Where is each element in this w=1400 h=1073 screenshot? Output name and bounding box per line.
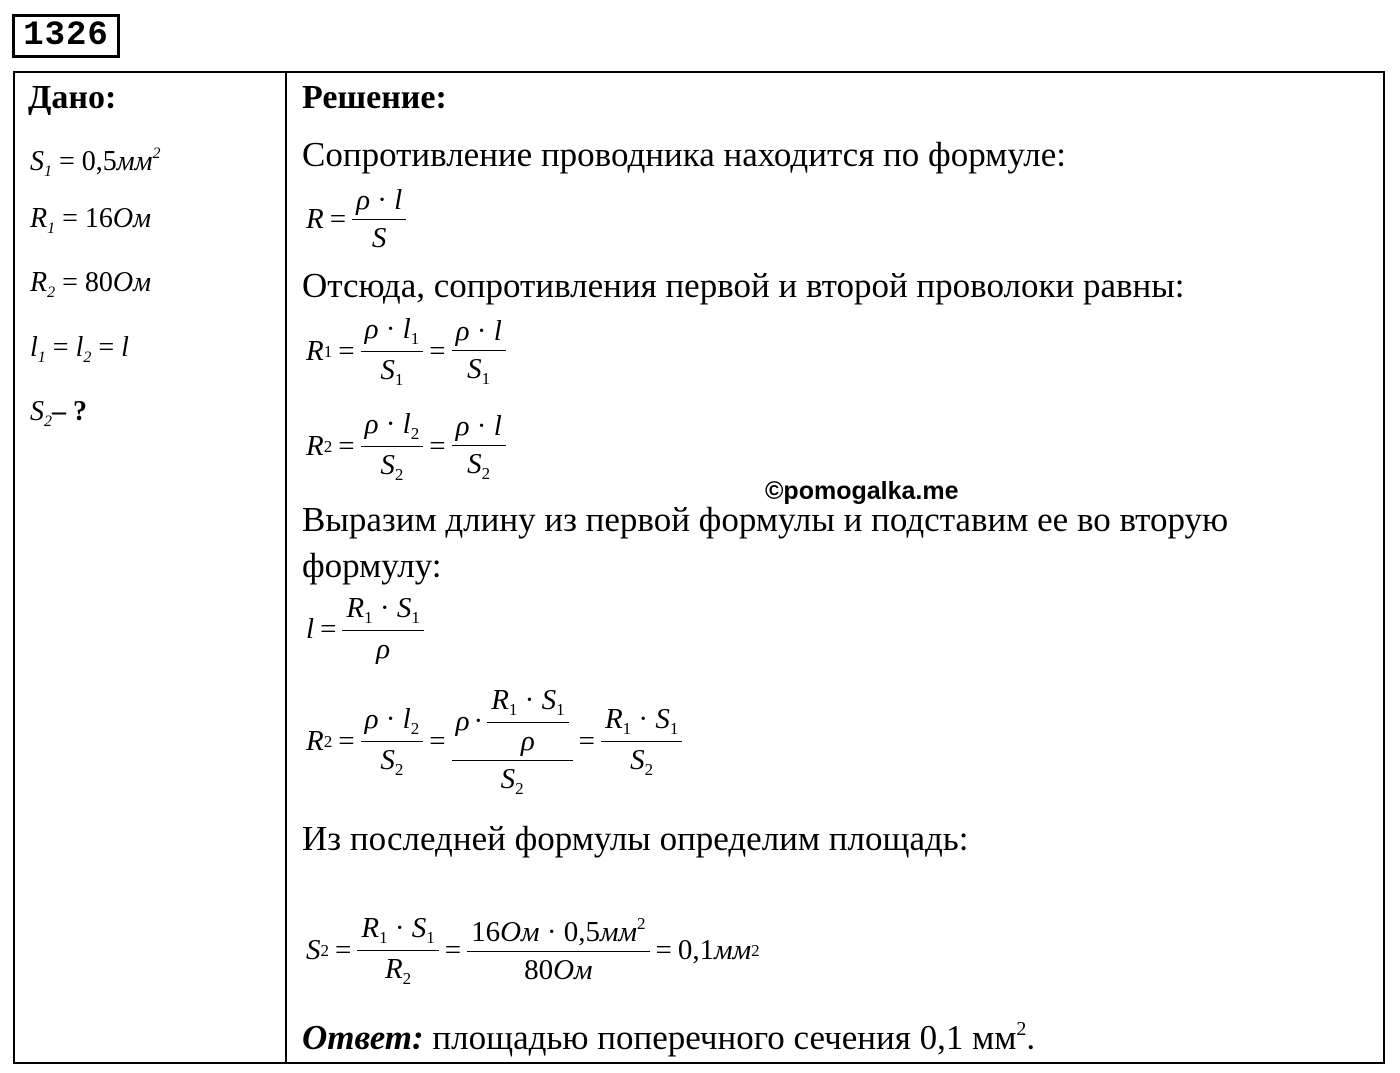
answer-line — [302, 1018, 1035, 1058]
calc-s1-value: 0,5 — [563, 916, 600, 948]
given-r1-value: 16 — [84, 203, 113, 234]
calc-result-value: 0,1 — [677, 934, 715, 966]
calc-r1-value: 16 — [471, 916, 501, 948]
solution-heading: Решение: — [302, 79, 447, 116]
answer-tail: . — [1026, 1018, 1036, 1057]
formula-final-calc: S 2 = $\frac{R_1 \cdot S_1}{R_2}$ = $\frac{16Ом \cdot 0,5мм^2}{80Ом}$ = 0,1 мм 2 — [306, 912, 760, 988]
given-s1: $S_1 = 0,5мм^2$ — [30, 145, 161, 180]
formula-resistance: R = $\frac{\rho \cdot l}{S}$ — [306, 184, 406, 255]
given-unknown: $S_2-$ ? — [30, 396, 87, 430]
given-r2: $R_2 = 80Ом$ — [30, 267, 151, 301]
watermark: ©pomogalka.me — [765, 477, 959, 505]
given-r1-unit: Ом — [112, 203, 151, 234]
given-r1: $R_1 = 16Ом$ — [30, 203, 151, 237]
calc-ohm-unit-num: Ом — [500, 916, 540, 948]
given-lengths: $l_1 = l_2 = l$ — [30, 332, 129, 366]
calc-mm-unit-num: мм — [599, 916, 637, 948]
given-s1-value: 0,5 — [81, 146, 117, 177]
column-divider — [285, 71, 287, 1064]
given-r2-unit: Ом — [112, 267, 151, 298]
calc-result-unit: мм — [714, 934, 752, 966]
formula-r1: R 1 = $\frac{\rho \cdot l_1}{S_1}$ = $\frac{\rho \cdot l}{S_1}$ — [306, 313, 506, 390]
unknown-mark: – ? — [52, 396, 87, 427]
formula-r2-substituted: R 2 = $\frac{\rho \cdot l_2}{S_2}$ = ρ · $\frac{R_1 \cdot S_1}{\rho}$ $S_2$ = $\frac{R_1 \cdot S_1}{S_2}$ — [306, 684, 682, 799]
answer-power: 2 — [1016, 1018, 1027, 1040]
problem-number: 1326 — [12, 14, 120, 58]
solution-text-2: Отсюда, сопротивления первой и второй проволоки равны: — [302, 266, 1185, 305]
formula-length: l = $\frac{R_1 \cdot S_1}{\rho}$ — [306, 592, 424, 666]
answer-text: площадью поперечного сечения 0,1 мм — [423, 1018, 1017, 1057]
solution-text-4: Из последней формулы определим площадь: — [302, 819, 969, 858]
calc-ohm-unit-den: Ом — [553, 954, 593, 986]
formula-r2: R 2 = $\frac{\rho \cdot l_2}{S_2}$ = $\frac{\rho \cdot l}{S_2}$ — [306, 408, 506, 485]
given-s1-unit: мм — [116, 146, 153, 177]
solution-text-3b: формулу: — [302, 546, 442, 585]
solution-text-3a: Выразим длину из первой формулы и подставим ее во вторую — [302, 500, 1229, 539]
calc-r2-value: 80 — [524, 954, 554, 986]
solution-text-1: Сопротивление проводника находится по формуле: — [302, 135, 1067, 174]
answer-label: Ответ: — [302, 1018, 424, 1057]
given-r2-value: 80 — [84, 267, 113, 298]
given-heading: Дано: — [28, 79, 117, 116]
